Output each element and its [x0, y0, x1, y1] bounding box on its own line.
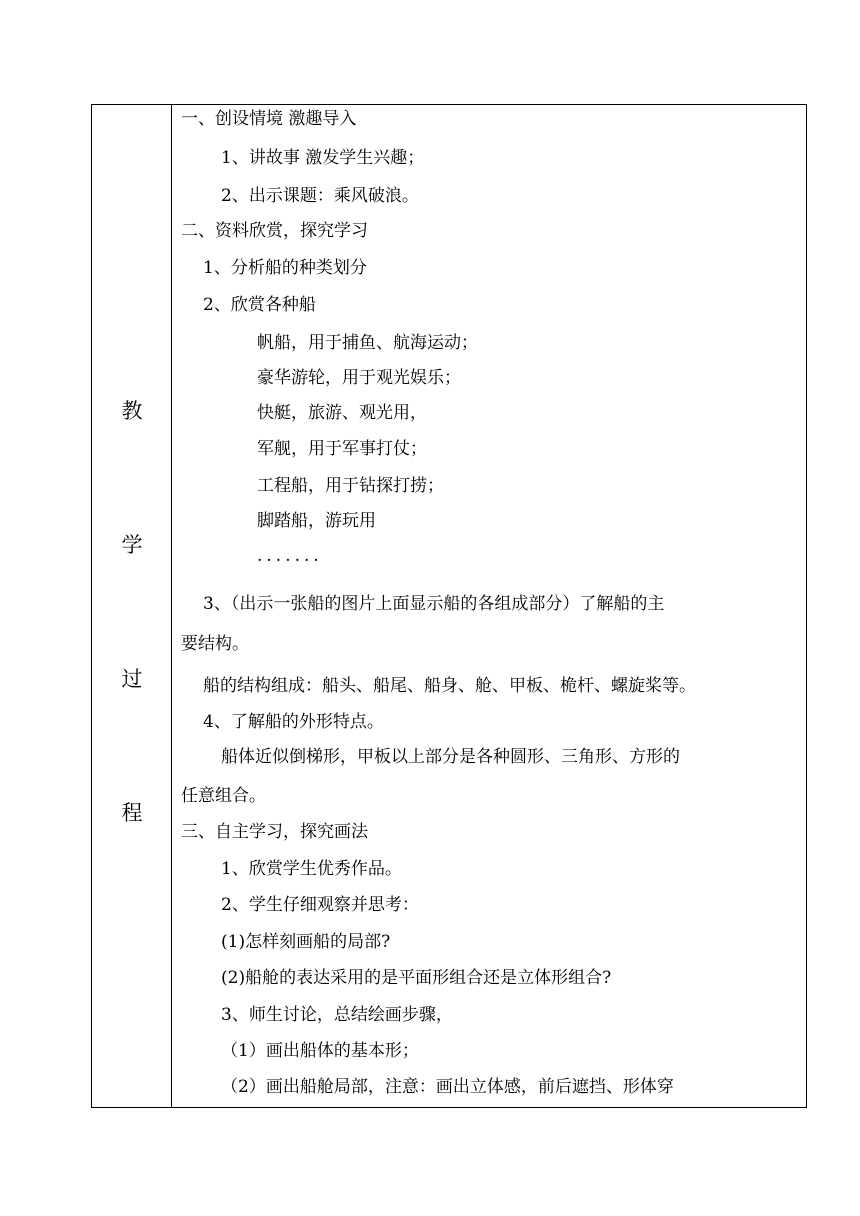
- text-line: (2)船舱的表达采用的是平面形组合还是立体形组合?: [221, 968, 612, 988]
- text-line: 1、欣赏学生优秀作品。: [221, 859, 402, 879]
- text-line: 脚踏船，游玩用: [257, 511, 376, 531]
- text-line: 军舰，用于军事打仗；: [257, 439, 427, 459]
- section-heading: 一、创设情境 激趣导入: [181, 109, 357, 129]
- text-line: 3、（出示一张船的图片上面显示船的各组成部分）了解船的主: [203, 594, 665, 614]
- text-line: 任意组合。: [181, 786, 266, 806]
- section-label-char: 教: [121, 399, 143, 423]
- text-line: 帆船，用于捕鱼、航海运动；: [257, 333, 478, 353]
- text-line: （1）画出船体的基本形；: [221, 1041, 419, 1061]
- text-line: 工程船，用于钻探打捞；: [257, 476, 444, 496]
- text-line: 2、欣赏各种船: [203, 295, 316, 315]
- section-label-char: 过: [121, 667, 143, 691]
- text-line: 船体近似倒梯形，甲板以上部分是各种圆形、三角形、方形的: [221, 747, 680, 767]
- text-line: 要结构。: [181, 634, 249, 654]
- text-line: 船的结构组成：船头、船尾、船身、舱、甲板、桅杆、螺旋桨等。: [203, 676, 696, 696]
- text-line: 4、了解船的外形特点。: [203, 712, 384, 732]
- content-cell: [173, 105, 806, 1107]
- section-heading: 二、资料欣赏，探究学习: [181, 221, 368, 241]
- section-heading: 三、自主学习，探究画法: [181, 822, 368, 842]
- text-line: 3、师生讨论，总结绘画步骤，: [221, 1005, 453, 1025]
- text-line: 1、分析船的种类划分: [203, 258, 367, 278]
- text-line: 1、讲故事 激发学生兴趣；: [221, 148, 425, 168]
- ellipsis-line: .......: [257, 546, 323, 566]
- text-line: 豪华游轮，用于观光娱乐；: [257, 368, 461, 388]
- section-label-char: 学: [121, 533, 143, 557]
- text-line: 2、学生仔细观察并思考：: [221, 895, 419, 915]
- text-line: 快艇，旅游、观光用，: [257, 403, 427, 423]
- section-label-char: 程: [121, 801, 143, 825]
- text-line: (1)怎样刻画船的局部?: [221, 932, 391, 952]
- section-label-column: [92, 105, 172, 1107]
- text-line: 2、出示课题：乘风破浪。: [221, 186, 419, 206]
- text-line: （2）画出船舱局部，注意：画出立体感，前后遮挡、形体穿: [221, 1077, 674, 1097]
- lesson-table: [91, 104, 807, 1108]
